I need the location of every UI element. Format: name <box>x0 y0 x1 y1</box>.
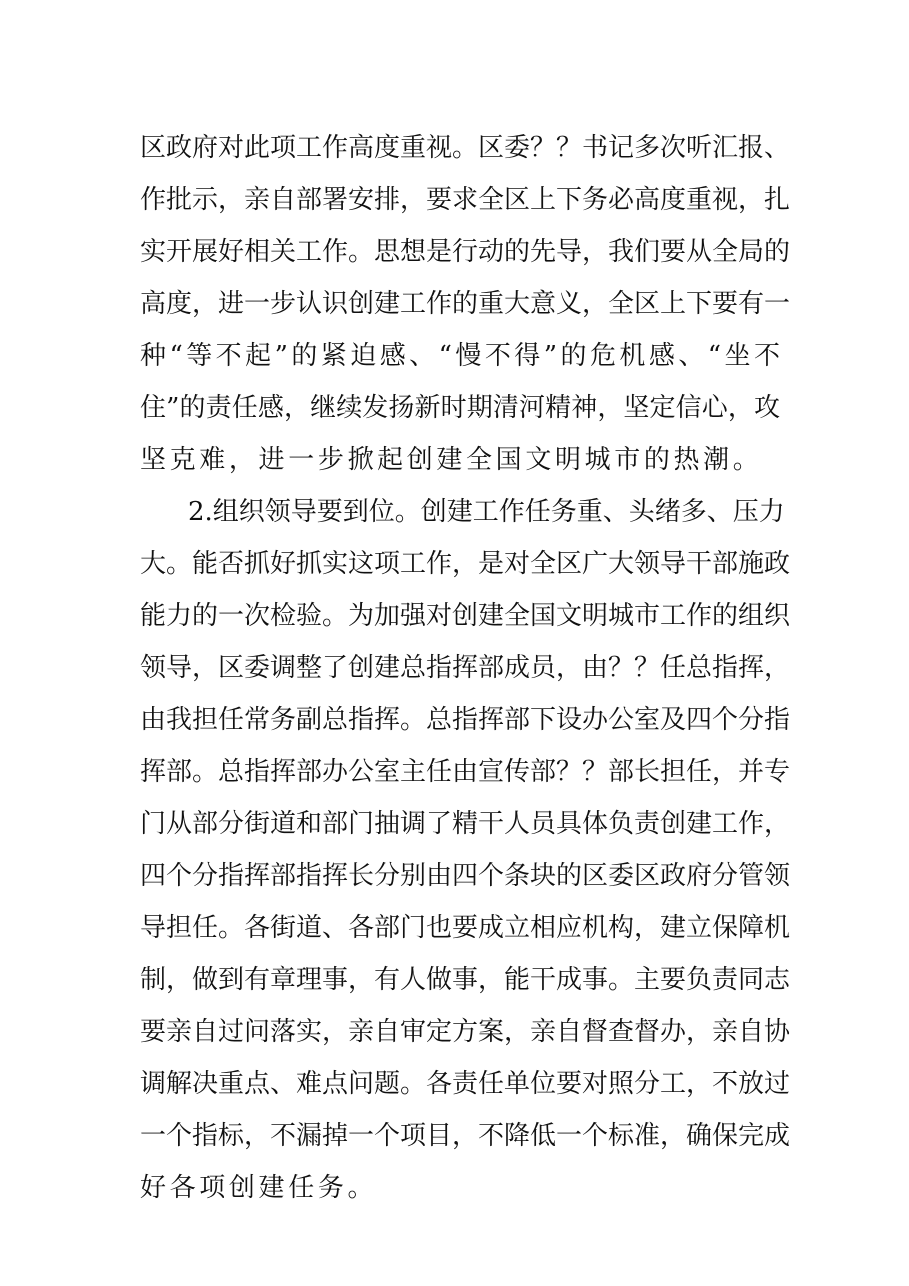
paragraph-line: 高度，进一步认识创建工作的重大意义，全区上下要有一 <box>140 289 791 319</box>
paragraph-line: 领导，区委调整了创建总指挥部成员，由？？任总指挥， <box>140 653 791 683</box>
paragraph-line: 由我担任常务副总指挥。总指挥部下设办公室及四个分指 <box>140 705 791 735</box>
paragraph-line: 住”的责任感，继续发扬新时期清河精神，坚定信心，攻 <box>140 393 780 423</box>
paragraph-line: 挥部。总指挥部办公室主任由宣传部？？部长担任，并专 <box>140 757 791 787</box>
paragraph-line: 要亲自过问落实，亲自审定方案，亲自督查督办，亲自协 <box>140 1017 791 1047</box>
paragraph-line: 制，做到有章理事，有人做事，能干成事。主要负责同志 <box>140 965 791 995</box>
paragraph-line: 实开展好相关工作。思想是行动的先导，我们要从全局的 <box>140 237 791 267</box>
paragraph-line: 导担任。各街道、各部门也要成立相应机构，建立保障机 <box>140 913 791 943</box>
paragraph-line: 门从部分街道和部门抽调了精干人员具体负责创建工作， <box>140 809 791 839</box>
paragraph-line: 种“等不起”的紧迫感、“慢不得”的危机感、“坐不 <box>140 341 780 371</box>
paragraph-line: 区政府对此项工作高度重视。区委？？书记多次听汇报、 <box>140 133 791 163</box>
paragraph-line: 好各项创建任务。 <box>140 1173 378 1203</box>
paragraph-line: 四个分指挥部指挥长分别由四个条块的区委区政府分管领 <box>140 861 791 891</box>
paragraph-line: 作批示，亲自部署安排，要求全区上下务必高度重视，扎 <box>140 185 791 215</box>
paragraph-line: 一个指标，不漏掉一个项目，不降低一个标准，确保完成 <box>140 1121 791 1151</box>
paragraph-line: 调解决重点、难点问题。各责任单位要对照分工，不放过 <box>140 1069 791 1099</box>
paragraph-line: 2.组织领导要到位。创建工作任务重、头绪多、压力 <box>188 497 785 527</box>
paragraph-line: 能力的一次检验。为加强对创建全国文明城市工作的组织 <box>140 601 791 631</box>
paragraph-line: 坚克难，进一步掀起创建全国文明城市的热潮。 <box>140 445 763 475</box>
paragraph-line: 大。能否抓好抓实这项工作，是对全区广大领导干部施政 <box>140 549 791 579</box>
